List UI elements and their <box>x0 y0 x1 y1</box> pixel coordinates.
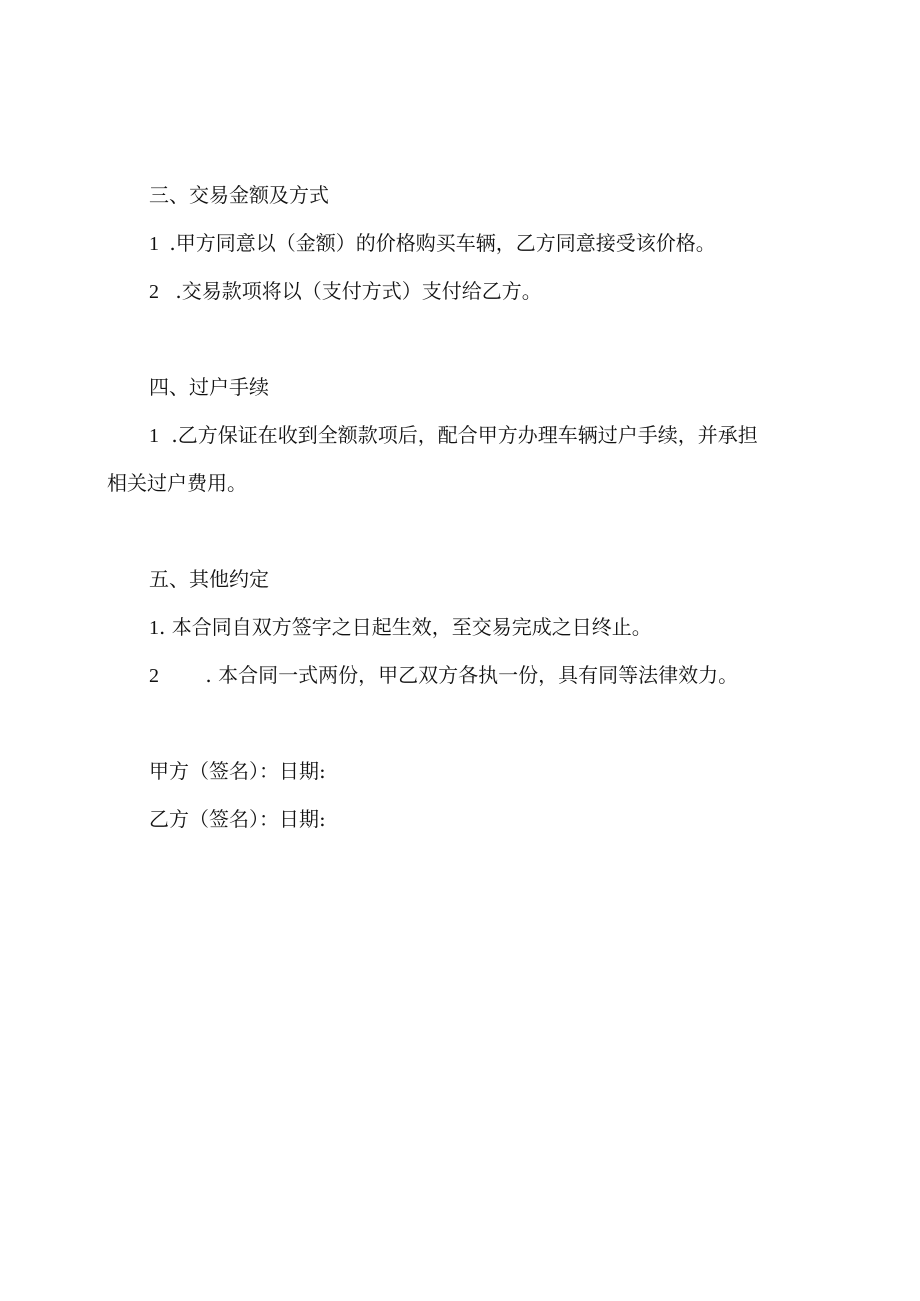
clause-text: .甲方同意以（金额）的价格购买车辆，乙方同意接受该价格。 <box>169 231 716 255</box>
clause-3-1 <box>149 231 716 256</box>
clause-number: 1 <box>149 233 159 255</box>
clause-text: .交易款项将以（支付方式）支付给乙方。 <box>175 279 542 303</box>
section-heading-3: 三、交易金额及方式 <box>149 183 329 207</box>
clause-number: 1 <box>149 425 159 447</box>
clause-5-1 <box>149 615 652 640</box>
clause-text: . 本合同一式两份，甲乙双方各执一份，具有同等法律效力。 <box>205 663 739 687</box>
section-heading-5: 五、其他约定 <box>149 567 269 591</box>
clause-number: 1 <box>149 617 159 639</box>
clause-4-1 <box>149 423 758 448</box>
clause-text: . 本合同自双方签字之日起生效，至交易完成之日终止。 <box>159 615 652 639</box>
clause-4-1-continuation: 相关过户费用。 <box>107 471 247 495</box>
clause-number: 2 <box>149 665 159 687</box>
clause-5-2 <box>149 663 738 688</box>
signature-party-a: 甲方（签名）：日期: <box>149 759 326 783</box>
clause-number: 2 <box>149 281 159 303</box>
signature-party-b: 乙方（签名）：日期: <box>149 807 326 831</box>
clause-3-2 <box>149 279 542 304</box>
clause-text: .乙方保证在收到全额款项后，配合甲方办理车辆过户手续，并承担 <box>171 423 758 447</box>
section-heading-4: 四、过户手续 <box>149 375 269 399</box>
